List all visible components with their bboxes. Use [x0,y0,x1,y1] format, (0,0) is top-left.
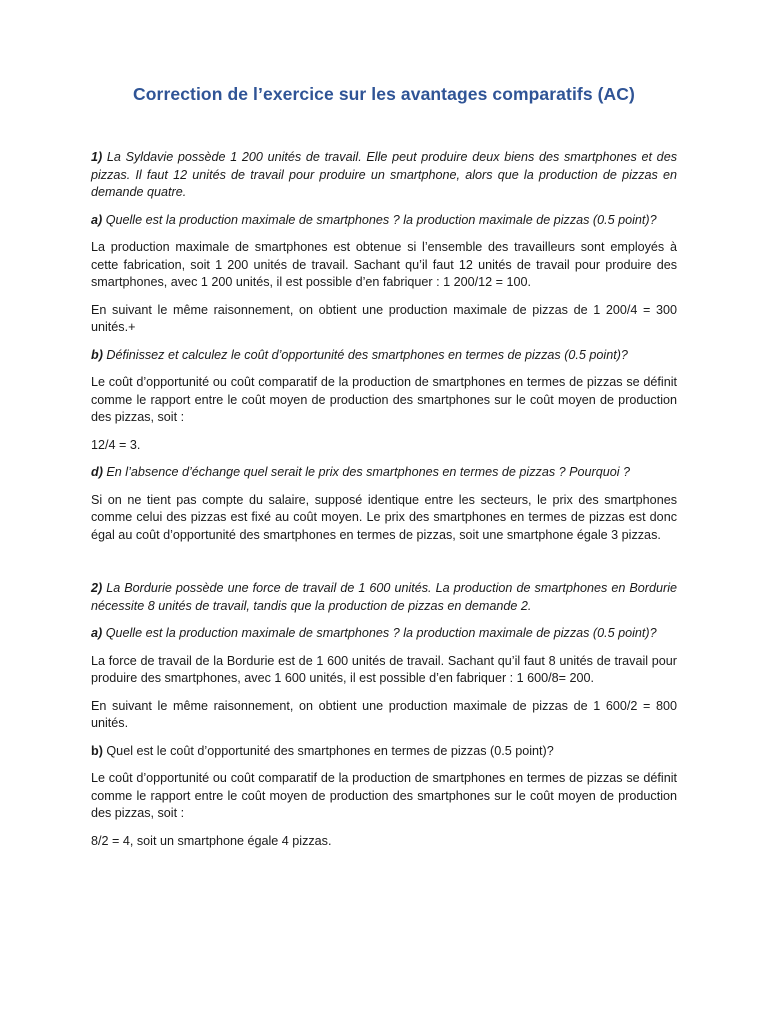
part2-answer-b1: Le coût d’opportunité ou coût comparatif de la production de smartphones en termes de pizzas se définit comme le rapport entre le coût moyen de production des smartphones sur le coût moyen de production des pizzas, soit : [91,771,677,820]
part1-intro-text: La Syldavie possède 1 200 unités de travail. Elle peut produire deux biens des smartphones et des pizzas. Il faut 12 unités de travail pour produire un smartphone, alors que la production de pizzas en demande quatre. [91,150,677,199]
part1-answer-a2: En suivant le même raisonnement, on obtient une production maximale de pizzas de 1 200/4 = 300 unités.+ [91,302,677,334]
part2-answer-a2: En suivant le même raisonnement, on obtient une production maximale de pizzas de 1 600/2 = 800 unités. [91,698,677,730]
part2-question-b [91,743,677,761]
part2-answer-a1: La force de travail de la Bordurie est de 1 600 unités de travail. Sachant qu’il faut 8 unités de travail pour produire des smartphones, avec 1 600 unités, il est possible d’en fabriquer : 1 600/8= 200. [91,653,677,685]
part1-number: 1) [91,150,103,164]
part1-question-b-number: b) [91,347,103,362]
part2-intro [91,580,677,615]
part1-answer-b2: 12/4 = 3. [91,437,141,452]
part2-question-a [91,625,677,643]
part1-question-d-text: En l’absence d’échange quel serait le prix des smartphones en termes de pizzas ? Pourquoi ? [102,465,631,479]
part2-question-b-text: Quel est le coût d’opportunité des smartphones en termes de pizzas (0.5 point)? [102,743,554,758]
part1-answer-b1: Le coût d’opportunité ou coût comparatif de la production de smartphones en termes de pizzas se définit comme le rapport entre le coût moyen de production des smartphones sur le coût moyen de production des pizzas, soit : [91,375,677,424]
part1-question-d-number: d) [91,465,103,479]
part1-intro [91,149,677,202]
part2-answer-b2: 8/2 = 4, soit un smartphone égale 4 pizzas. [91,833,332,848]
document-title: Correction de l’exercice sur les avantages comparatifs (AC) [133,84,635,104]
part1-question-b-text: Définissez et calculez le coût d’opportunité des smartphones en termes de pizzas (0.5 point)? [102,347,628,362]
part1-answer-d1: Si on ne tient pas compte du salaire, supposé identique entre les secteurs, le prix des smartphones comme celui des pizzas est fixé au coût moyen. Le prix des smartphones en termes de pizzas est donc égal au coût d’opportunité des smartphones en termes de pizzas, soit une smartphone égale 3 pizzas. [91,492,677,542]
part2-question-a-text: Quelle est la production maximale de smartphones ? la production maximale de pizzas (0.5 point)? [102,626,657,640]
part2-question-a-number: a) [91,626,103,640]
part1-question-d [91,464,677,482]
section-gap [91,554,677,580]
part2-question-b-number: b) [91,743,103,758]
part1-question-a-number: a) [91,212,103,227]
part2-intro-text: La Bordurie possède une force de travail de 1 600 unités. La production de smartphones en Bordurie nécessite 8 unités de travail, tandis que la production de pizzas en demande 2. [91,581,677,613]
part1-answer-a1: La production maximale de smartphones est obtenue si l’ensemble des travailleurs sont employés à cette fabrication, soit 1 200 unités de travail. Sachant qu’il faut 12 unités de travail pour produire des smartphones, avec 1 200 unités, il est possible d’en fabriquer : 1 200/12 = 100. [91,240,677,289]
part1-question-b [91,347,677,365]
part1-question-a-text: Quelle est la production maximale de smartphones ? la production maximale de pizzas (0.5 point)? [102,212,657,227]
part2-number: 2) [91,581,103,595]
part1-question-a [91,212,677,230]
